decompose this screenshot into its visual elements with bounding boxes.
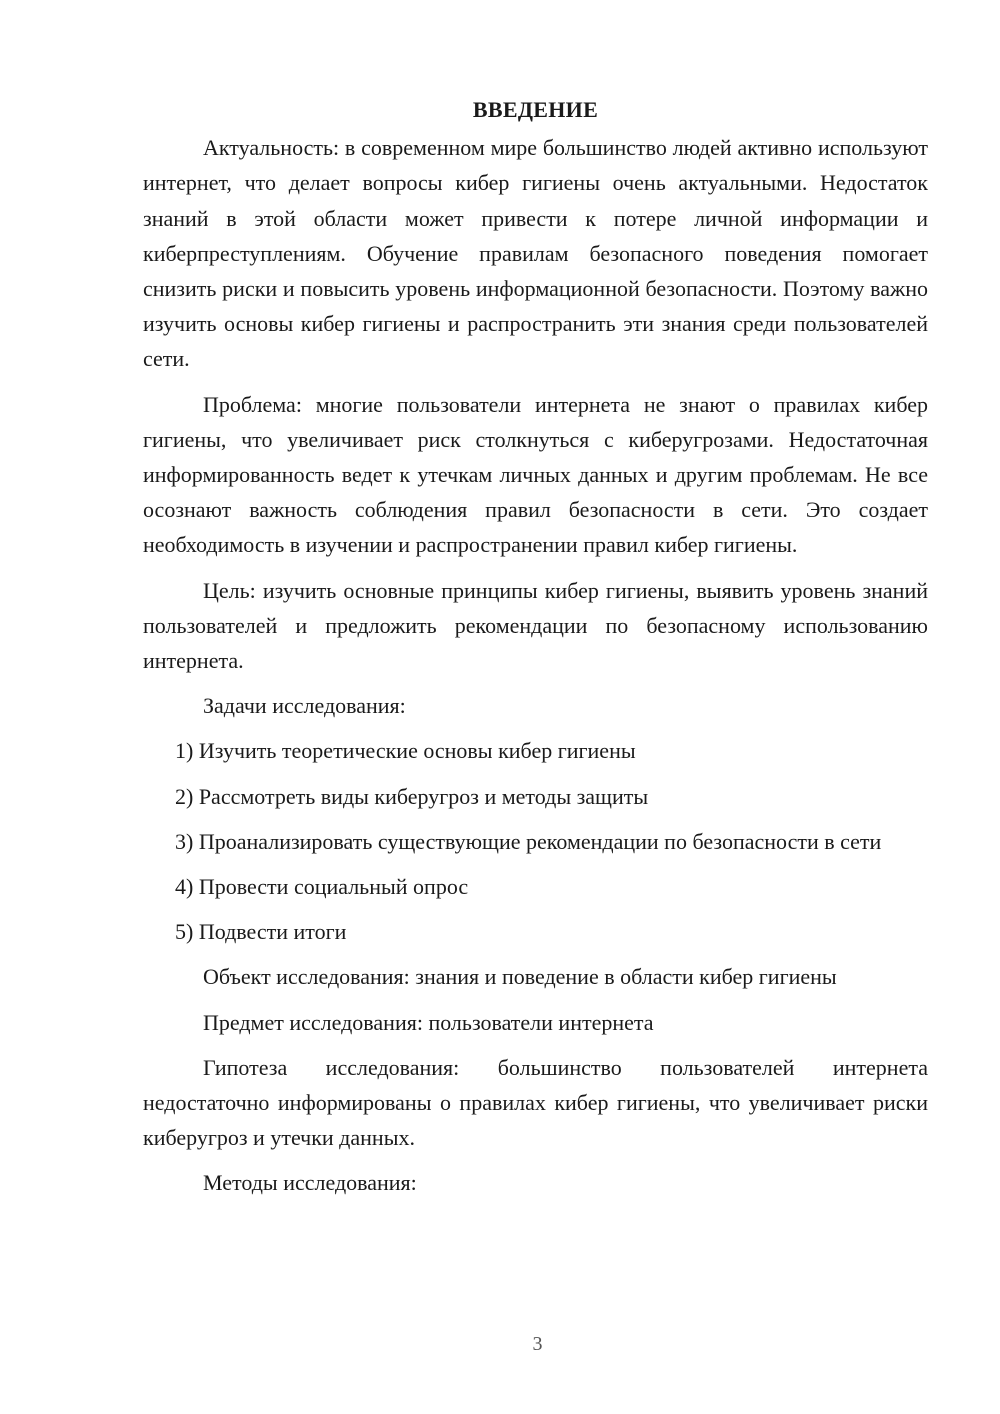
task-item-3: 3) Проанализировать существующие рекомендации по безопасности в сети — [175, 828, 882, 854]
methods-heading: Методы исследования: — [203, 1170, 417, 1196]
task-item-4: 4) Провести социальный опрос — [175, 874, 469, 900]
paragraph-object: Объект исследования: знания и поведение в области кибер гигиены — [203, 964, 837, 990]
page-number: 3 — [532, 1333, 543, 1355]
page-content — [143, 92, 928, 1211]
paragraph-goal: Цель: изучить основные принципы кибер гигиены, выявить уровень знаний пользователей и предложить рекомендации по безопасному использованию интернета. — [143, 577, 928, 674]
task-item-5: 5) Подвести итоги — [175, 919, 347, 945]
task-item-2: 2) Рассмотреть виды киберугроз и методы защиты — [175, 783, 649, 809]
paragraph-subject: Предмет исследования: пользователи интернета — [203, 1009, 654, 1035]
paragraph-hypothesis: Гипотеза исследования: большинство пользователей интернета недостаточно информированы о правилах кибер гигиены, что увеличивает риски киберугроз и утечки данных. — [143, 1054, 928, 1151]
paragraph-relevance: Актуальность: в современном мире большинство людей активно используют интернет, что делает вопросы кибер гигиены очень актуальными. Недостаток знаний в этой области может привести к потере личной информации и киберпреступлениям. Обучение правилам безопасного поведения помогает снизить риски и повысить уровень информационной безопасности. Поэтому важно изучить основы кибер гигиены и распространить эти знания среди пользователей сети. — [143, 135, 928, 372]
tasks-heading: Задачи исследования: — [203, 693, 406, 719]
task-item-1: 1) Изучить теоретические основы кибер гигиены — [175, 738, 636, 764]
page-title: ВВЕДЕНИЕ — [472, 97, 599, 122]
paragraph-problem: Проблема: многие пользователи интернета не знают о правилах кибер гигиены, что увеличивает риск столкнуться с киберугрозами. Недостаточная информированность ведет к утечкам личных данных и другим проблемам. Не все осознают важность соблюдения правил безопасности в сети. Это создает необходимость в изучении и распространении правил кибер гигиены. — [143, 391, 928, 558]
